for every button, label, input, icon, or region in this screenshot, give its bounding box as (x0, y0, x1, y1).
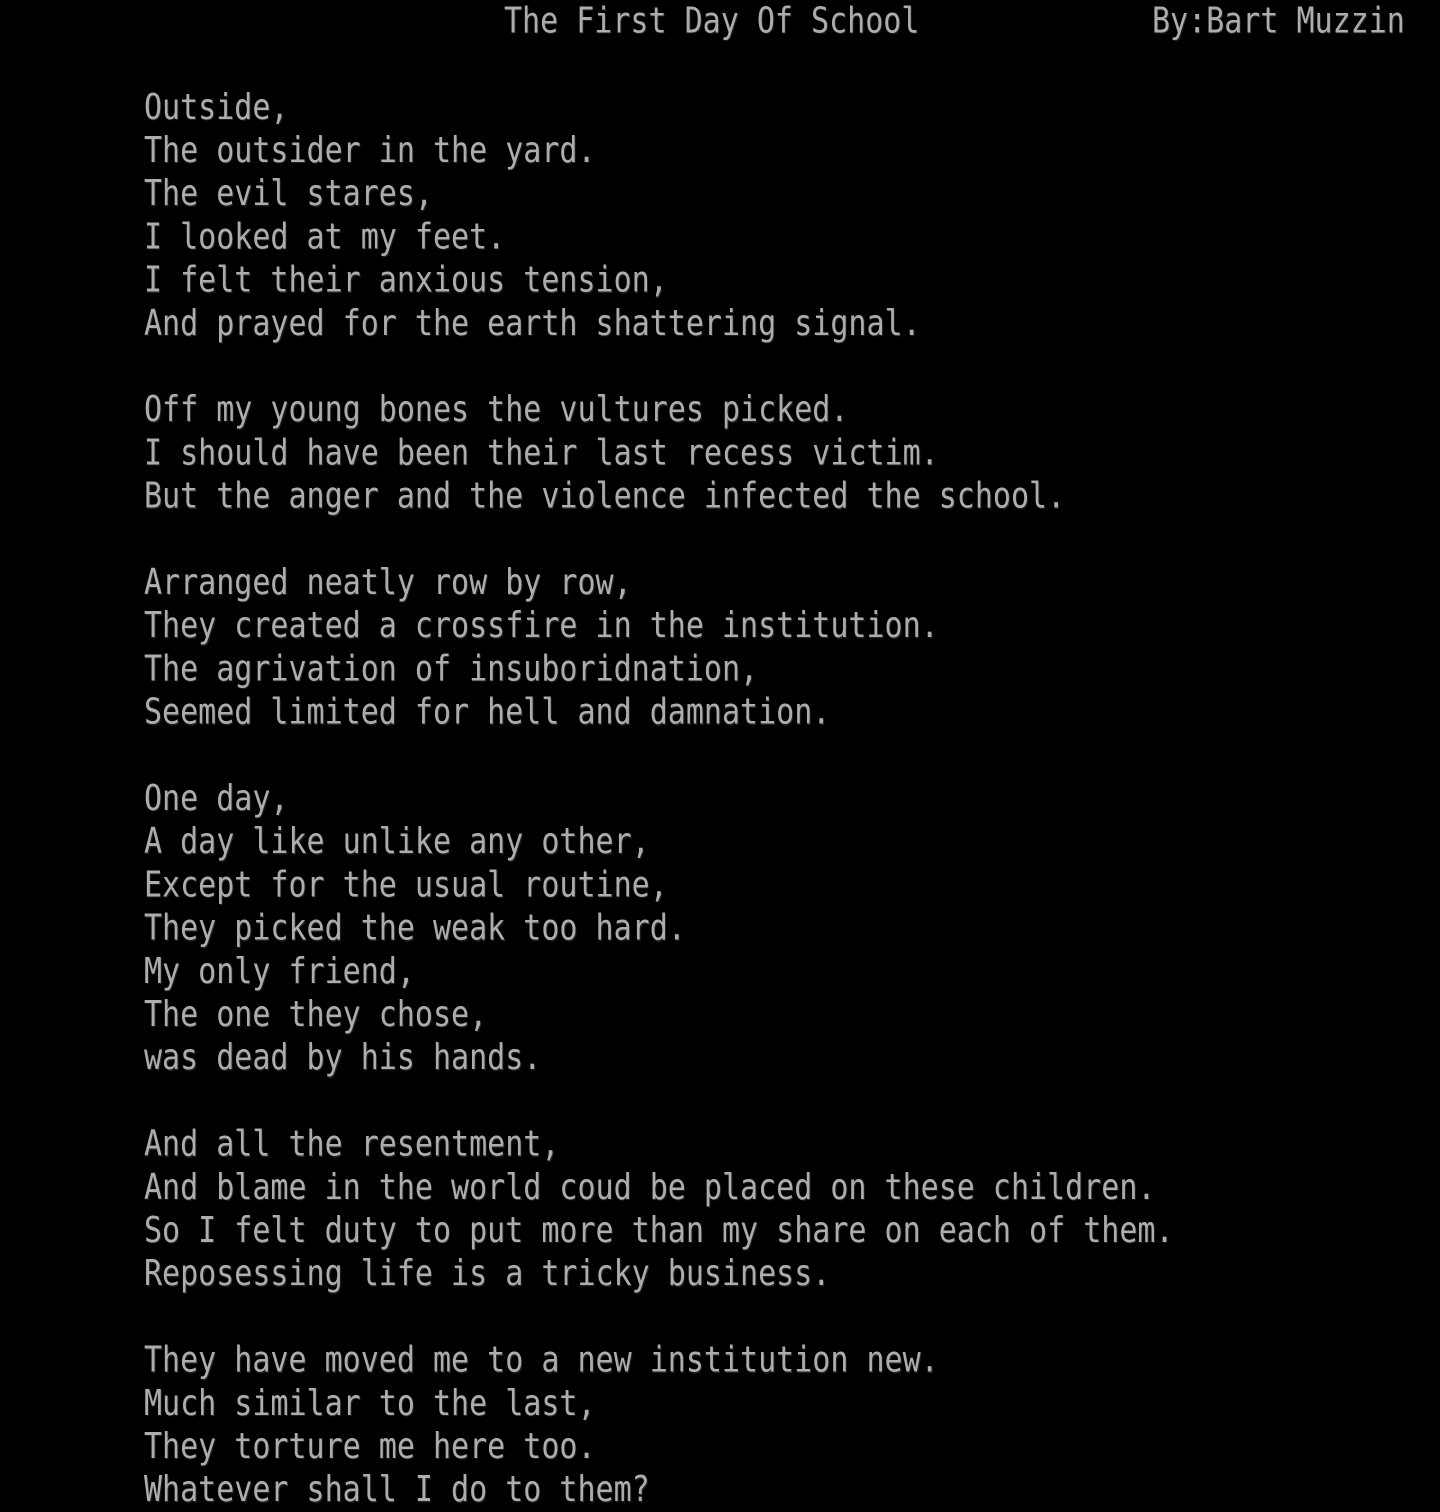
poem-line: Off my young bones the vultures picked. (144, 388, 849, 431)
poem-byline: By:Bart Muzzin (1152, 0, 1405, 42)
poem-line: The one they chose, (144, 993, 488, 1036)
poem-line: Seemed limited for hell and damnation. (144, 691, 831, 734)
poem-line: They created a crossfire in the institution. (144, 604, 939, 647)
poem-line: They picked the weak too hard. (144, 907, 686, 950)
poem-line: But the anger and the violence infected the school. (144, 475, 1066, 518)
poem-line: So I felt duty to put more than my share on each of them. (144, 1209, 1174, 1252)
poem-line: Arranged neatly row by row, (144, 561, 632, 604)
poem-line: I looked at my feet. (144, 216, 506, 258)
blank-line (144, 1296, 1174, 1339)
blank-line (144, 1080, 1174, 1123)
poem-line: Except for the usual routine, (144, 864, 668, 907)
poem-line: And prayed for the earth shattering signal. (144, 302, 921, 345)
blank-line (144, 346, 1174, 389)
poem-line: Outside, (144, 86, 289, 129)
poem-line: The outsider in the yard. (144, 129, 596, 172)
header-row (0, 0, 1440, 43)
poem-line: I should have been their last recess victim. (144, 432, 939, 475)
blank-line (144, 734, 1174, 777)
poem-body (144, 86, 1174, 1512)
poem-line: Whatever shall I do to them? (144, 1468, 650, 1511)
poem-line: My only friend, (144, 950, 415, 993)
poem-line: Much similar to the last, (144, 1382, 596, 1425)
poem-line: Reposessing life is a tricky business. (144, 1252, 831, 1295)
poem-line: They have moved me to a new institution new. (144, 1339, 939, 1382)
poem-title: The First Day Of School (504, 0, 920, 42)
poem-line: One day, (144, 777, 289, 820)
poem-line: A day like unlike any other, (144, 820, 650, 863)
poem-line: I felt their anxious tension, (144, 259, 668, 302)
poem-line: was dead by his hands. (144, 1036, 542, 1079)
blank-line (144, 518, 1174, 561)
poem-line: And blame in the world coud be placed on these children. (144, 1166, 1156, 1209)
poem-line: The evil stares, (144, 172, 433, 215)
poem-line: They torture me here too. (144, 1425, 596, 1468)
poem-line: And all the resentment, (144, 1123, 560, 1166)
poem-line: The agrivation of insuboridnation, (144, 648, 759, 690)
